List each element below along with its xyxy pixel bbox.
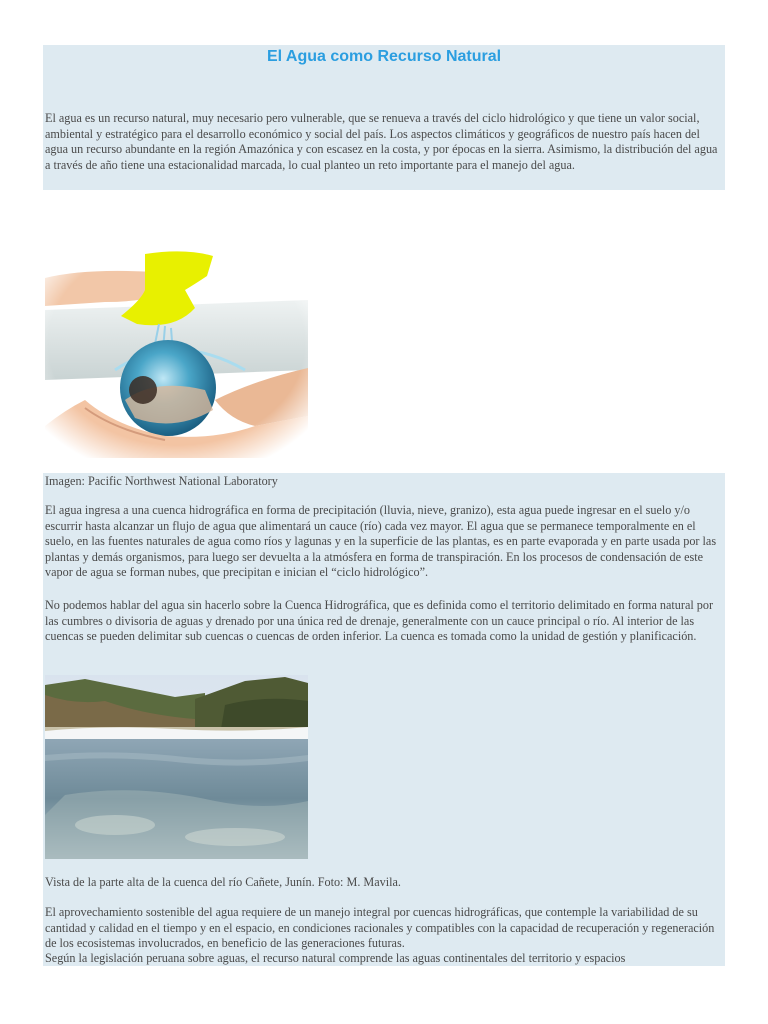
page-title: El Agua como Recurso Natural: [266, 48, 502, 65]
river-landscape-photo: [45, 675, 308, 859]
paragraph: El agua ingresa a una cuenca hidrográfica en forma de precipitación (lluvia, nieve, granizo), esta agua puede ingresar en el suelo y/o escurrir hasta alcanzar un flujo de agua que alimentará un cauce (río) cada vez mayor. El agua que se permanece temporalmente en el suelo, en las fuentes naturales de agua como ríos y lagunas y en la superficie de las plantas, es en parte evaporada y en parte usada por las plantas y demás organismos, para luego ser devuelta a la atmósfera en forma de transpiración. En los procesos de condensación de este vapor de agua se forman nubes, que precipitan e inician el “ciclo hidrológico”.: [45, 503, 717, 580]
image-caption: Vista de la parte alta de la cuenca del río Cañete, Junín. Foto: M. Mavila.: [45, 875, 401, 889]
paragraph: No podemos hablar del agua sin hacerlo sobre la Cuenca Hidrográfica, que es definida como el territorio delimitado en forma natural por las cumbres o divisoria de aguas y drenado por una única red de drenaje, generalmente con un cauce principal o río. Al interior de las cuencas se pueden delimitar sub cuencas o cuencas de orden inferior. La cuenca es tomada como la unidad de gestión y planificación.: [45, 598, 714, 644]
paragraph: El aprovechamiento sostenible del agua requiere de un manejo integral por cuencas hidrográficas, que contemple la variabilidad de su cantidad y calidad en el tiempo y en el espacio, en condiciones racionales y compatibles con la capacidad de recuperación y regeneración de los ecosistemas involucrados, en beneficio de las generaciones futuras.: [45, 905, 715, 951]
intro-paragraph: El agua es un recurso natural, muy necesario pero vulnerable, que se renueva a través del ciclo hidrológico y que tiene un valor social, ambiental y estratégico para el desarrollo económico y social del país. Los aspectos climáticos y geográficos de nuestro país hacen del agua un recurso abundante en la región Amazónica y con escasez en la costa, y por épocas en la sierra. Asimismo, la distribución del agua a través de año tiene una estacionalidad marcada, lo cual planteo un reto importante para el manejo del agua.: [45, 111, 718, 172]
intro-section: [43, 45, 725, 190]
hands-holding-water-image: [45, 250, 308, 458]
content-section: [43, 473, 725, 966]
paragraph: Según la legislación peruana sobre aguas, el recurso natural comprende las aguas continentales del territorio y espacios: [45, 951, 626, 965]
image-caption: Imagen: Pacific Northwest National Laboratory: [45, 474, 278, 488]
